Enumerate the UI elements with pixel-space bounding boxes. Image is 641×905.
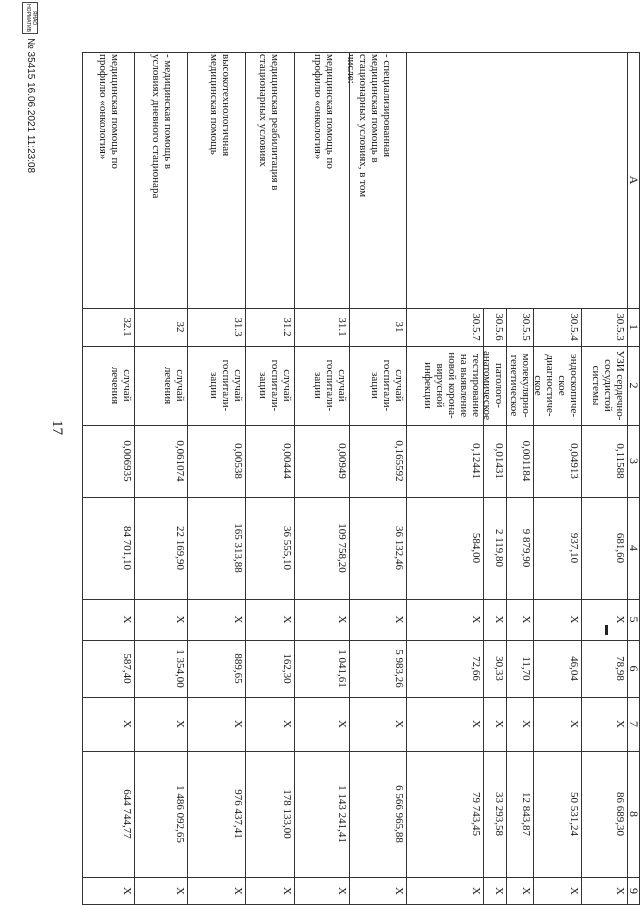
cell-label (473, 54, 493, 306)
cell-c3: 0,001184 (520, 440, 532, 482)
cell-c4: 22 169,90 (174, 526, 186, 570)
cell-num: 31.2 (281, 317, 293, 337)
cell-num: 31.3 (232, 317, 244, 337)
cell-c5: Х (281, 615, 293, 624)
cell-c4: 584,00 (470, 532, 482, 564)
cell-c6: 889,65 (232, 653, 244, 684)
cell-c6: 5 983,26 (393, 649, 405, 688)
cell-num: 30.5.7 (470, 313, 482, 341)
cell-label: - медицинская помощь в условиях дневного стационара (150, 54, 174, 199)
cell-c7: Х (520, 720, 532, 728)
cell-unit: случай лечения (109, 366, 133, 405)
cell-c4: 937,10 (568, 532, 580, 564)
cell-label (571, 54, 614, 306)
grid-vline (82, 697, 640, 698)
cell-c4: 2 119,80 (493, 528, 505, 568)
grid-hline (533, 308, 534, 905)
grid-hline (506, 308, 507, 905)
cell-c8: 33 293,58 (493, 792, 505, 836)
cell-num: 32 (174, 321, 186, 333)
grid-vline (82, 751, 640, 752)
cell-label: медицинская помощь по профилю «онкология» (312, 54, 336, 169)
cell-c3: 0,12441 (470, 443, 482, 479)
cell-num: 32.1 (121, 317, 133, 337)
cell-c4: 109 758,20 (336, 523, 348, 573)
cell-c6: 46,04 (568, 656, 580, 681)
cell-c8: 50 531,24 (568, 792, 580, 836)
cell-c6: 162,30 (281, 653, 293, 684)
column-header: 5 (627, 616, 641, 623)
cell-c7: Х (493, 720, 505, 728)
column-header: 7 (627, 721, 641, 727)
cell-unit: случай госпитали- зации (312, 359, 348, 412)
cell-unit: случай госпитали- зации (257, 359, 293, 412)
cell-c5: Х (232, 615, 244, 624)
cell-c9: Х (470, 887, 482, 895)
cell-c9: Х (336, 887, 348, 895)
cell-c9: Х (393, 887, 405, 895)
cell-c8: 976 437,41 (232, 789, 244, 839)
cell-c4: 36 132,46 (393, 526, 405, 570)
cell-label: - специализированная медицинская помощь в стационарных условиях, в том числе: (345, 54, 393, 198)
grid-vline (82, 599, 640, 600)
cell-c7: Х (336, 720, 348, 728)
cell-c8: 644 744,77 (121, 789, 133, 839)
cell-label: медицинская реабилитация в стационарных условиях (257, 54, 281, 191)
cell-c7: Х (121, 720, 133, 728)
cell-c3: 0,01431 (493, 443, 505, 479)
cell-num: 30.5.4 (568, 313, 580, 341)
cell-c7: Х (568, 720, 580, 728)
grid-vline (82, 877, 640, 878)
column-header: A (627, 175, 641, 185)
cell-c7: Х (614, 720, 626, 728)
cell-c7: Х (174, 720, 186, 728)
data-table (82, 52, 640, 905)
cell-c9: Х (121, 887, 133, 895)
cell-c4: 84 701,10 (121, 526, 133, 570)
cell-c9: Х (493, 887, 505, 895)
cell-c7: Х (232, 720, 244, 728)
cell-c5: Х (336, 615, 348, 624)
footer (10, 2, 50, 602)
cell-c4: 36 555,10 (281, 526, 293, 570)
cell-c7: Х (393, 720, 405, 728)
cell-c6: 30,33 (493, 656, 505, 681)
cell-c3: 0,00949 (336, 443, 348, 479)
cell-label (523, 54, 568, 306)
cell-c9: Х (232, 887, 244, 895)
cell-c8: 6 566 965,88 (393, 785, 405, 843)
cell-c6: 587,40 (121, 653, 133, 684)
cell-c6: 78,98 (614, 656, 626, 681)
cell-label (496, 54, 520, 306)
cell-unit: случай госпитали- зации (369, 359, 405, 412)
cell-num: 31 (393, 321, 405, 333)
edge-mark (605, 625, 608, 635)
column-header: 4 (627, 545, 641, 551)
cell-unit: случай лечения (162, 366, 186, 405)
cell-unit: УЗИ сердечно- сосудистой системы (590, 350, 626, 421)
cell-c4: 9 879,90 (520, 528, 532, 568)
cell-c6: 1 354,00 (174, 649, 186, 688)
cell-c9: Х (520, 887, 532, 895)
grid-vline (82, 640, 640, 641)
page-number: 17 (49, 420, 65, 435)
grid-vline (82, 308, 640, 309)
cell-label (396, 54, 470, 306)
cell-c5: Х (470, 615, 482, 624)
cell-num: 30.5.6 (493, 313, 505, 341)
cell-c5: Х (493, 615, 505, 624)
cell-num: 31.1 (336, 317, 348, 337)
cell-c8: 79 743,45 (470, 792, 482, 836)
column-header: 6 (627, 665, 641, 672)
grid-vline (82, 497, 640, 498)
cell-c3: 0,061074 (174, 440, 186, 482)
column-header: 8 (627, 811, 641, 817)
cell-num: 30.5.5 (520, 313, 532, 341)
cell-c3: 0,00538 (232, 443, 244, 479)
cell-c5: Х (174, 615, 186, 624)
column-header: 9 (627, 888, 641, 894)
grid-vline (82, 425, 640, 426)
cell-c5: Х (614, 615, 626, 624)
grid-vline (82, 52, 640, 53)
cell-c5: Х (121, 615, 133, 624)
cell-c6: 72,66 (470, 656, 482, 681)
cell-unit: патолого- анатомическое (481, 350, 505, 421)
cell-c9: Х (568, 887, 580, 895)
cell-c7: Х (470, 720, 482, 728)
cell-c5: Х (393, 615, 405, 624)
cell-unit: эндоскопиче- ское диагностиче- ское (532, 354, 580, 417)
cell-c4: 165 313,88 (232, 523, 244, 573)
column-header: 3 (627, 458, 641, 464)
cell-c4: 681,60 (614, 532, 626, 564)
cell-c6: 1 041,61 (336, 649, 348, 688)
cell-c5: Х (520, 615, 532, 624)
cell-c3: 0,165592 (393, 440, 405, 482)
cell-unit: случай госпитали- зации (208, 359, 244, 412)
cell-c3: 0,006935 (121, 440, 133, 482)
cell-c3: 0,11588 (614, 443, 626, 479)
cell-c9: Х (174, 887, 186, 895)
cell-c9: Х (614, 887, 626, 895)
filing-number: № 35415 16.06.2021 11:23:08 (25, 38, 36, 174)
column-header: 1 (627, 324, 641, 330)
cell-c3: 0,04913 (568, 443, 580, 479)
cell-c8: 1 486 092,65 (174, 785, 186, 843)
cell-c3: 0,00444 (281, 443, 293, 479)
cell-c6: 11,70 (520, 656, 532, 681)
cell-label: медицинская помощь по профилю «онкология» (97, 54, 121, 169)
cell-c8: 178 133,00 (281, 789, 293, 839)
cell-c7: Х (281, 720, 293, 728)
grid-vline (82, 346, 640, 347)
grid-hline (581, 308, 582, 905)
cell-num: 30.5.3 (614, 313, 626, 341)
cell-unit: молекулярно- генетическое (508, 353, 532, 418)
cell-c5: Х (568, 615, 580, 624)
cell-label: высокотехнологичная медицинская помощь (208, 54, 232, 157)
cell-c9: Х (281, 887, 293, 895)
cell-c8: 86 689,30 (614, 792, 626, 836)
stamp-logo: ЯНАО НОРМАТИВ (22, 2, 38, 34)
cell-unit: тестирование на выявление новой корона- вирусной инфекции (422, 352, 482, 419)
cell-c8: 1 143 241,41 (336, 785, 348, 843)
cell-c8: 12 843,87 (520, 792, 532, 836)
column-header: 2 (627, 382, 641, 389)
